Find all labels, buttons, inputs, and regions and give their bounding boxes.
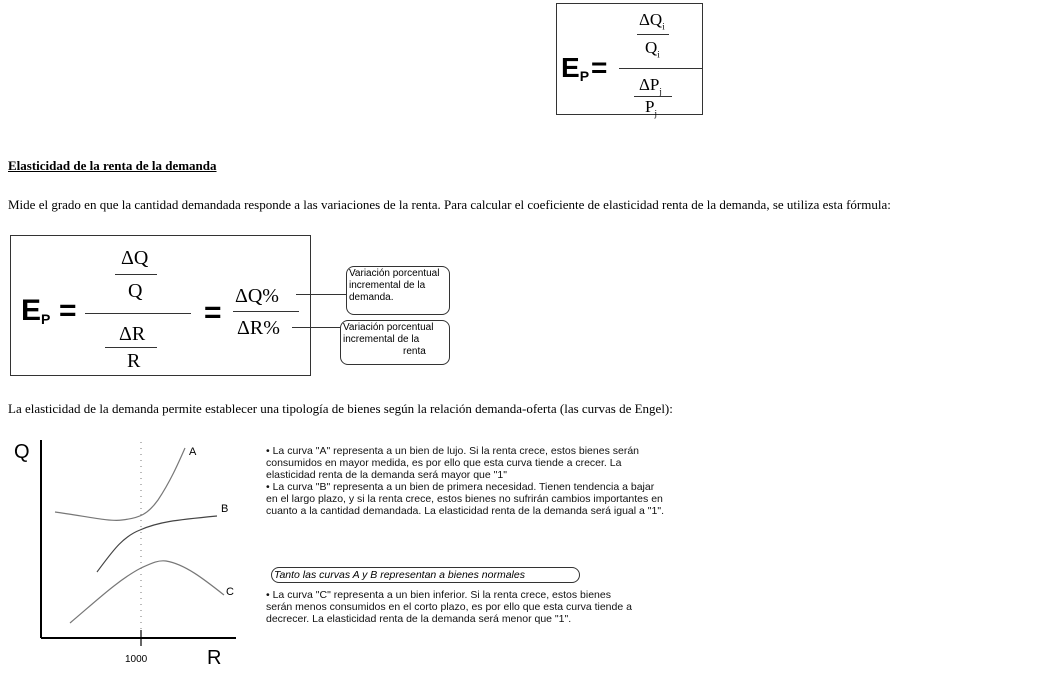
curve-b (97, 516, 217, 572)
formula-delta-q-percent: ΔQ% (235, 285, 279, 307)
typology-paragraph: La elasticidad de la demanda permite establecer una tipología de bienes según la relación demanda-oferta (las curvas de Engel): (8, 401, 673, 416)
x-tick-label: 1000 (125, 654, 148, 665)
explanation-curve-a: • La curva "A" representa a un bien de lujo. Si la renta crece, estos bienes serán consumidos en mayor medida, es por ello que esta curva tiende a crecer. La elasticidad renta de la demanda será mayor que "1" (266, 445, 640, 481)
explanation-curve-c-text: • La curva "C" representa a un bien inferior. Si la renta crece, estos bienes serán menos consumidos en el corto plazo, es por ello que esta curva tiende a decrecer. La elasticidad renta de la demanda será menor que "1". (266, 589, 632, 625)
main-fraction-line (85, 313, 191, 314)
formula-equals: = (59, 294, 77, 327)
explanation-curve-b: • La curva "B" representa a un bien de primera necesidad. Tienen tendencia a bajar en el largo plazo, y si la renta crece, estos bienes no sufrirán cambios importantes en cuanto a la cantidad demandada. La elasticidad renta de la demanda será igual a "1". (266, 481, 664, 517)
note-income: Variación porcentual incremental de la renta (340, 320, 450, 365)
formula-delta-r-percent: ΔR% (237, 317, 280, 339)
formula-ep: $E_P$ (561, 52, 590, 84)
intro-paragraph: Mide el grado en que la cantidad demandada responde a las variaciones de la renta. Para calcular el coeficiente de elasticidad renta de la demanda, se utiliza esta fórmula: (8, 197, 891, 212)
curve-a (55, 448, 185, 520)
curve-c-label: C (226, 586, 234, 598)
inner-fraction-line (115, 274, 157, 275)
connector-line-income (292, 327, 340, 328)
normal-goods-note: Tanto las curvas A y B representan a bienes normales (271, 567, 580, 583)
section-heading: Elasticidad de la renta de la demanda (8, 158, 217, 173)
curve-a-label: A (189, 446, 197, 458)
engel-curves-graph (0, 430, 250, 676)
explanation-curve-c (266, 589, 636, 625)
formula-q: Q (128, 280, 143, 302)
explanation-block (266, 445, 666, 517)
formula-equals: = (591, 52, 608, 83)
formula-pj: $P_j$ (645, 97, 657, 119)
price-elasticity-formula (556, 3, 703, 119)
inner-fraction-line (637, 34, 669, 35)
formula-qi: $Q_i$ (645, 38, 660, 60)
connector-line-demand (296, 294, 346, 295)
formula-delta-pj: $\Delta P_j$ (639, 75, 662, 97)
x-axis-label: R (207, 647, 222, 669)
y-axis-label: Q (14, 441, 30, 463)
curve-c (70, 561, 224, 623)
income-elasticity-formula (10, 235, 311, 376)
inner-fraction-line (105, 347, 157, 348)
formula-delta-r: ΔR (119, 323, 146, 345)
formula-equals-2: = (204, 296, 222, 329)
percent-fraction-line (233, 311, 299, 312)
formula-delta-qi: $\Delta Q_i$ (639, 10, 665, 32)
note-demand: Variación porcentual incremental de la demanda. (346, 266, 450, 315)
formula-ep: $E_P$ (21, 294, 51, 327)
engel-curves-svg (0, 430, 250, 676)
curve-b-label: B (221, 503, 229, 515)
main-fraction-line (619, 68, 703, 69)
formula-delta-q: ΔQ (121, 247, 149, 269)
formula-r: R (127, 350, 141, 372)
